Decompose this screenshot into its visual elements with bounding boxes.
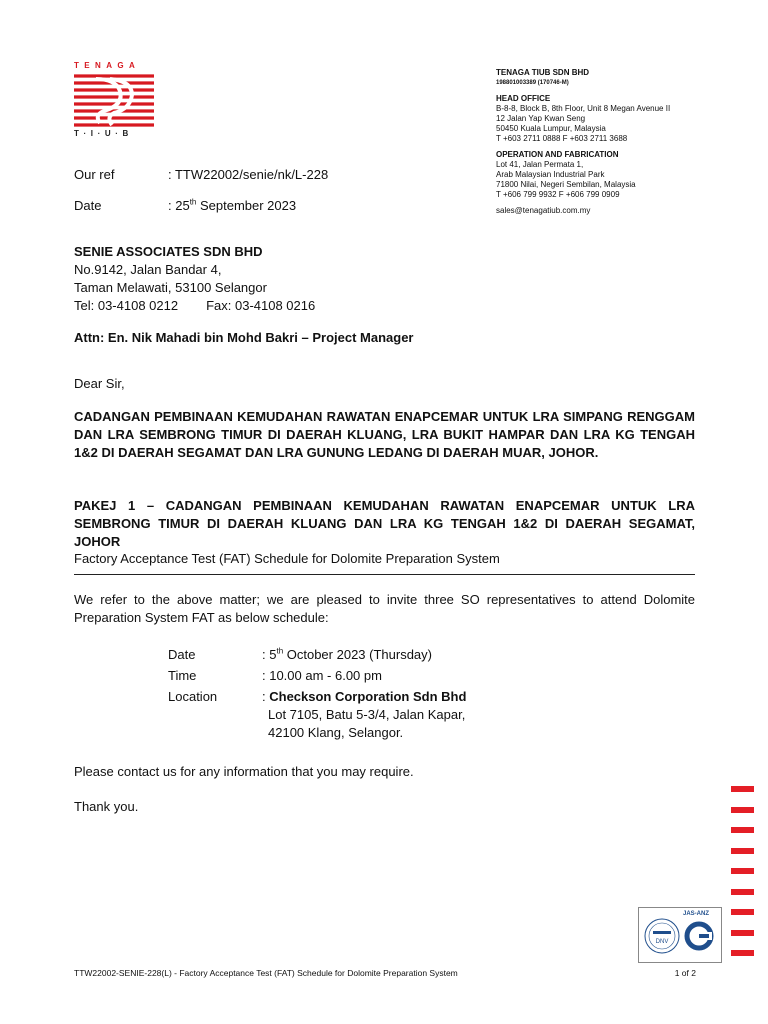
stripe <box>731 930 754 936</box>
date-label: Date <box>74 198 102 213</box>
ref-value: : TTW22002/senie/nk/L-228 <box>168 167 329 182</box>
recipient-contact: Tel: 03-4108 0212 Fax: 03-4108 0216 <box>74 298 316 313</box>
stripe <box>731 868 754 874</box>
reference-block <box>74 166 328 215</box>
attention-line: Attn: En. Nik Mahadi bin Mohd Bakri – Project Manager <box>74 330 414 345</box>
logo-bottom-word: T·I·U·B <box>74 129 133 138</box>
schedule-location-address-1: Lot 7105, Batu 5-3/4, Jalan Kapar, <box>268 707 466 722</box>
svg-text:DNV: DNV <box>655 939 669 945</box>
logo-top-word: TENAGA <box>74 61 141 70</box>
company-name: TENAGA TIUB SDN BHD <box>496 68 590 77</box>
operation-phone: T +606 799 9932 F +606 799 0909 <box>496 190 620 199</box>
subject-package: PAKEJ 1 – CADANGAN PEMBINAAN KEMUDAHAN RAWATAN ENAPCEMAR UNTUK LRA SEMBRONG TIMUR DI DAERAH KLUANG DAN LRA KG TENGAH 1&2 DI DAERAH SEGAMAT, JOHOR <box>74 498 695 549</box>
schedule-location-name: Checkson Corporation Sdn Bhd <box>269 689 467 704</box>
stripe <box>731 909 754 915</box>
schedule-location-address-2: 42100 Klang, Selangor. <box>268 725 404 740</box>
stripe <box>731 827 754 833</box>
body-intro: We refer to the above matter; we are pleased to invite three SO representatives to attend Dolomite Preparation System FAT as below schedule: <box>74 592 695 625</box>
operation-line: Arab Malaysian Industrial Park <box>496 170 605 179</box>
page-footer <box>74 968 696 978</box>
schedule-time-label: Time <box>168 668 197 683</box>
footer-document-ref: TTW22002-SENIE-228(L) - Factory Acceptance Test (FAT) Schedule for Dolomite Preparation System <box>74 968 458 978</box>
certification-badges <box>638 907 722 963</box>
company-email[interactable]: sales@tenagatiub.com.my <box>496 206 591 215</box>
head-office-line: 12 Jalan Yap Kwan Seng <box>496 114 586 123</box>
ref-label: Our ref <box>74 167 115 182</box>
operation-line: 71800 Nilai, Negeri Sembilan, Malaysia <box>496 180 636 189</box>
schedule-block: Date : 5th October 2023 (Thursday) Time : 10.00 am - 6.00 pm Location : Checkson Corporation Sdn Bhd Lot 7105, Batu 5-3/4, Jalan Kapar, 42100 Klang, Selangor. <box>168 646 467 740</box>
company-info <box>496 68 716 216</box>
decorative-stripes <box>731 786 754 971</box>
schedule-date-label: Date <box>168 647 196 662</box>
schedule-date-value: : 5th October 2023 (Thursday) <box>262 646 432 662</box>
head-office-phone: T +603 2711 0888 F +603 2711 3688 <box>496 134 628 143</box>
body-contact: Please contact us for any information that you may require. <box>74 764 414 779</box>
stripe <box>731 889 754 895</box>
recipient-address-1: No.9142, Jalan Bandar 4, <box>74 262 222 277</box>
logo-mark-icon <box>74 73 154 129</box>
jas-anz-icon <box>684 921 714 951</box>
schedule-location-label: Location <box>168 689 218 704</box>
operation-title: OPERATION AND FABRICATION <box>496 150 619 159</box>
stripe <box>731 848 754 854</box>
head-office-title: HEAD OFFICE <box>496 94 551 103</box>
stripe <box>731 950 754 956</box>
recipient-block <box>74 243 315 315</box>
recipient-name: SENIE ASSOCIATES SDN BHD <box>74 244 263 259</box>
stripe <box>731 807 754 813</box>
stripe <box>731 786 754 792</box>
company-reg-no: 198801003389 (170746-M) <box>496 80 569 86</box>
date-value: : 25th September 2023 <box>168 197 297 213</box>
company-logo <box>74 62 154 140</box>
subject-title: Factory Acceptance Test (FAT) Schedule for Dolomite Preparation System <box>74 551 500 566</box>
subject-main: CADANGAN PEMBINAAN KEMUDAHAN RAWATAN ENAPCEMAR UNTUK LRA SIMPANG RENGGAM DAN LRA SEMBRONG TIMUR DI DAERAH KLUANG, LRA BUKIT HAMPAR DAN LRA KG TENGAH 1&2 DI DAERAH SEGAMAT DAN LRA GUNUNG LEDANG DI DAERAH MUAR, JOHOR. <box>74 409 695 460</box>
head-office-line: B-8-8, Block B, 8th Floor, Unit 8 Megan Avenue II <box>496 104 671 113</box>
head-office-line: 50450 Kuala Lumpur, Malaysia <box>496 124 606 133</box>
dnv-certification-icon <box>642 916 682 956</box>
recipient-address-2: Taman Melawati, 53100 Selangor <box>74 280 267 295</box>
operation-line: Lot 41, Jalan Permata 1, <box>496 160 584 169</box>
closing: Thank you. <box>74 799 139 814</box>
jas-anz-label: JAS-ANZ <box>683 911 710 917</box>
schedule-time-value: : 10.00 am - 6.00 pm <box>262 668 382 683</box>
subject-divider <box>74 574 695 575</box>
page-number: 1 of 2 <box>674 968 696 978</box>
salutation: Dear Sir, <box>74 376 125 391</box>
